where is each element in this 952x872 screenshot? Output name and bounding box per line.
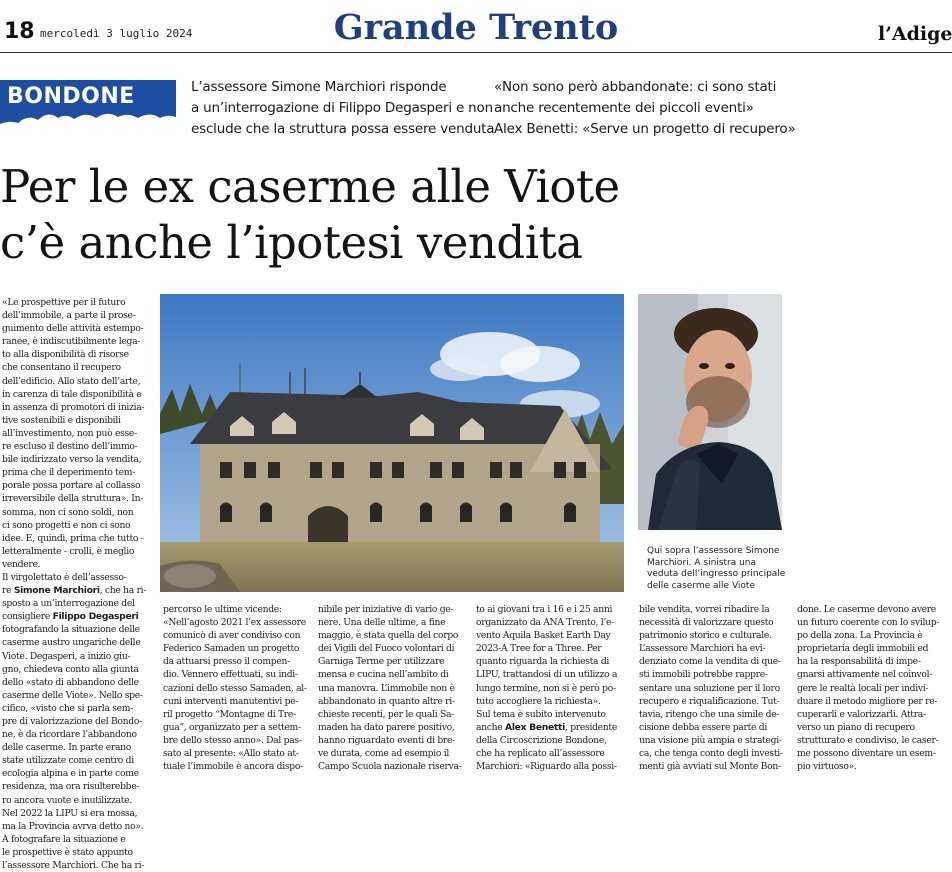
article-line: un futuro coerente con lo svilup- [797,617,940,629]
article-line: menti già avviati sul Monte Bon- [639,761,781,773]
article-line: ril progetto “Montagne di Tre- [163,708,296,720]
article-column-5 [639,603,791,773]
article-line: consigliere Filippo Degasperi [2,611,139,623]
article-line: dei Vigili del Fuoco volontari di [318,643,455,655]
article-line: pre di valorizzazione del Bondo- [2,716,142,727]
kicker-label: BONDONE [7,84,135,109]
article-line: delle caserme. In parte erano [2,742,132,754]
article-line: «Le prospettive per il futuro [2,297,126,308]
article-line: duare il metodo migliore per re- [797,695,938,707]
subhead-left [191,77,495,140]
subhead-right [494,77,794,140]
article-line: abbandonato in quanto altre ri- [318,695,455,707]
subhead-line: esclude che la struttura possa essere venduta [191,121,495,137]
article-line: irreversibile della struttura». In- [2,493,144,505]
article-line: ha la responsabilità di impe- [797,656,921,668]
article-line: strutturato e condiviso, le caser- [797,734,939,746]
article-line: dio. Vennero effettuati, su indi- [163,669,298,681]
article-line: sato al presente: «Allo stato at- [163,748,299,760]
article-line: ve durata, come ad esempio il [318,748,450,760]
article-line: hanno riguardato eventi di bre- [318,734,455,746]
article-line: 2023-A Tree for a Three. Per [476,643,602,655]
article-line: Viote. Degasperi, a inizio giu- [2,650,131,662]
article-line: tive sostenibili e disponibili [2,414,121,426]
article-line: cuperarli e valorizzarli. Attra- [797,708,926,720]
article-line: maden ha dato parere positivo, [318,721,455,733]
article-line: nere. Una delle ultime, a fine [318,617,446,629]
article-line: Federico Samaden un progetto [163,643,300,655]
article-line: ci sono progetti e non ci sono [2,519,131,531]
article-line: guimento delle attività estempo- [2,323,144,335]
article-line: sentare una soluzione per il loro [639,682,780,694]
article-line: organizzato da ANA Trento, l’e- [476,617,614,629]
article-line: residenza, ma ora risulterebbe- [2,781,140,793]
article-line: L’assessore Marchiori ha evi- [639,643,766,655]
portrait-photo [638,294,782,530]
article-column-6 [797,603,951,773]
article-line: bile vendita, vorrei ribadire la [639,604,770,615]
person-name: Alex Benetti [505,721,565,733]
article-line: tavia, ritengo che una simile de- [639,708,780,720]
article-line: dell’immobile, a parte il prose- [2,310,136,322]
headline-line: Per le ex caserme alle Viote [0,160,620,213]
article-line: comunicò di aver condiviso con [163,630,301,642]
article-column-1 [2,296,158,872]
article-line: quanto riguarda la richiesta di [476,656,610,668]
article-line: state utilizzate come centro di [2,755,134,767]
article-line: ne, è da ricordare l’abbandono [2,729,137,741]
article-line: le prospettive è stato appunto [2,846,133,858]
article-line: tuto accogliere la richiesta». [476,695,601,707]
article-line: vento Aquila Basket Earth Day [476,630,611,642]
headline-line: c’è anche l’ipotesi vendita [0,216,583,269]
photo-caption [647,546,787,592]
article-line: una visione più ampia e strategi- [639,734,782,746]
person-name: Simone Marchiori [13,585,100,597]
article-line: nibile per iniziative di vario ge- [318,604,454,615]
article-column-3 [318,603,470,773]
article-line: pio virtuoso». [797,761,857,773]
article-line: cifico, «visto che si parla sem- [2,702,133,714]
article-line: patrimonio storico e culturale. [639,630,772,642]
article-line: chieste recenti, per le quali Sa- [318,708,454,720]
article-line: ca, che tenga conto degli investi- [639,748,783,760]
article-line: in carenza di tale disponibilità e [2,388,142,400]
article-line: prima che il deperimento tem- [2,467,135,479]
article-line: gnarsi attivamente nel coinvol- [797,669,933,681]
article-line: ma la Provincia avrva detto no». [2,820,144,832]
caption-line: delle caserme alle Viote [647,580,755,591]
article-line: lungo termine, non si è però po- [476,682,616,694]
article-line: che ha replicato all’assessore [476,748,605,760]
article-line: me possono diventare un esem- [797,748,936,760]
article-line: gere le realtà locali per indivi- [797,682,929,694]
masthead-rule [0,52,952,53]
article-line: Nel 2022 la LIPU si era mossa, [2,807,138,819]
article-line: maggio, è stata quella del corpo [318,630,459,642]
article-line: fotografando la situazione delle [2,624,140,636]
article-line: anche Alex Benetti, presidente [476,721,617,733]
subhead-line: «Non sono però abbandonate: ci sono stati [494,79,777,95]
article-line: Marchiori: «Riguardo alla possi- [476,761,617,773]
article-column-4 [476,603,634,773]
article-line: A fotografare la situazione e [2,833,126,845]
article-line: mensa e cucina nell’ambito di [318,669,449,681]
article-line: vendere. [2,558,41,570]
article-line: all’investimento, non può esse- [2,427,137,439]
article-line: bile indirizzato verso la vendita, [2,454,142,466]
caption-line: Marchiori. A sinistra una [647,557,756,568]
page-number: 18 [4,19,35,44]
article-line: ro ancora vuote e inutilizzate. [2,794,132,806]
section-title: Grande Trento [333,7,619,48]
article-line: «Nell’agosto 2021 l’ex assessore [163,617,306,629]
headline [0,159,952,271]
article-line: cisione debba essere parte di [639,721,767,733]
article-line: tuale l’immobile è ancora dispo- [163,761,303,773]
article-line: della Circoscrizione Bondone, [476,734,607,746]
article-line: to alla disponibilità di risorse [2,349,129,361]
subhead-line: anche recentemente dei piccoli eventi» [494,100,754,116]
subhead-line: a un’interrogazione di Filippo Degasperi e non [191,100,493,116]
caption-line: veduta dell’ingresso principale [647,569,786,580]
article-line: bre dello stesso anno». Dal pas- [163,734,302,746]
subhead-line: Alex Benetti: «Serve un progetto di recupero» [494,121,796,137]
article-line: sti immobili potrebbe rappre- [639,669,768,681]
article-line: to ai giovani tra i 16 e i 25 anni [476,604,613,615]
barracks-photo [160,294,624,592]
newspaper-logo: l’Adige [878,23,952,45]
article-line: verso un piano di recupero [797,721,915,733]
article-line: ecologia alpina e in parte come [2,768,139,780]
article-line: Il virgolettato è dell’assesso- [2,571,127,583]
article-line: idee. E, quindi, prima che tutto - [2,532,144,544]
article-line: che consentano il recupero [2,362,121,374]
article-line: l’assessore Marchiori. Che ha ri- [2,860,145,872]
article-line: Campo Scuola nazionale riserva- [318,761,462,773]
article-line: done. Le caserme devono avere [797,604,936,615]
article-line: recupero e riqualificazione. Tut- [639,695,780,707]
article-line: porale possa portare al collasso [2,480,141,492]
article-line: re escluso il destino dell’immo- [2,441,138,453]
article-line: da attuarsi presso il compen- [163,656,290,668]
article-line: cazioni dello stesso Samaden, al- [163,682,307,694]
person-name: Filippo Degasperi [52,611,139,623]
article-line: percorso le ultime vicende: [163,604,282,615]
article-line: dello «stato di abbandono delle [2,676,139,688]
caption-line: Qui sopra l’assessore Simone [647,546,780,556]
article-column-2 [163,603,313,773]
article-line: denziato come la vendita di que- [639,656,781,668]
subhead-line: L’assessore Simone Marchiori risponde [191,79,447,95]
page-date: mercoledì 3 luglio 2024 [40,27,193,40]
article-line: gno, chiedeva conto alla giunta [2,663,139,675]
article-line: cuni interventi manutentivi pe- [163,695,299,707]
kicker-badge [0,80,176,137]
article-line: una manovra. L’immobile non è [318,682,455,694]
article-line: ranee, è indiscutibilmente lega- [2,336,141,348]
article-line: gua”, organizzato per a settem- [163,721,301,733]
article-line: proprietaria degli immobili ed [797,643,929,655]
article-line: Garniga Terme per utilizzare [318,656,445,668]
article-line: dell’edificio. Allo stato dell’arte, [2,375,141,387]
article-line: LIPU, trattandosi di un utilizzo a [476,669,618,681]
article-line: in assenza di promotori di inizia- [2,401,145,413]
article-line: caserme austro ungariche delle [2,637,141,649]
article-line: re Simone Marchiori, che ha ri- [2,585,147,597]
article-line: Sul tema è subito intervenuto [476,708,606,720]
article-line: sposto a un’interrogazione del [2,598,135,610]
article-line: po della zona. La Provincia è [797,630,923,642]
article-line: letteralmente - crolli, è meglio [2,545,135,557]
article-line: necessità di valorizzare questo [639,617,774,629]
article-line: caserme delle Viote». Nello spe- [2,689,143,701]
article-line: somma, non ci sono soldi, non [2,506,134,518]
